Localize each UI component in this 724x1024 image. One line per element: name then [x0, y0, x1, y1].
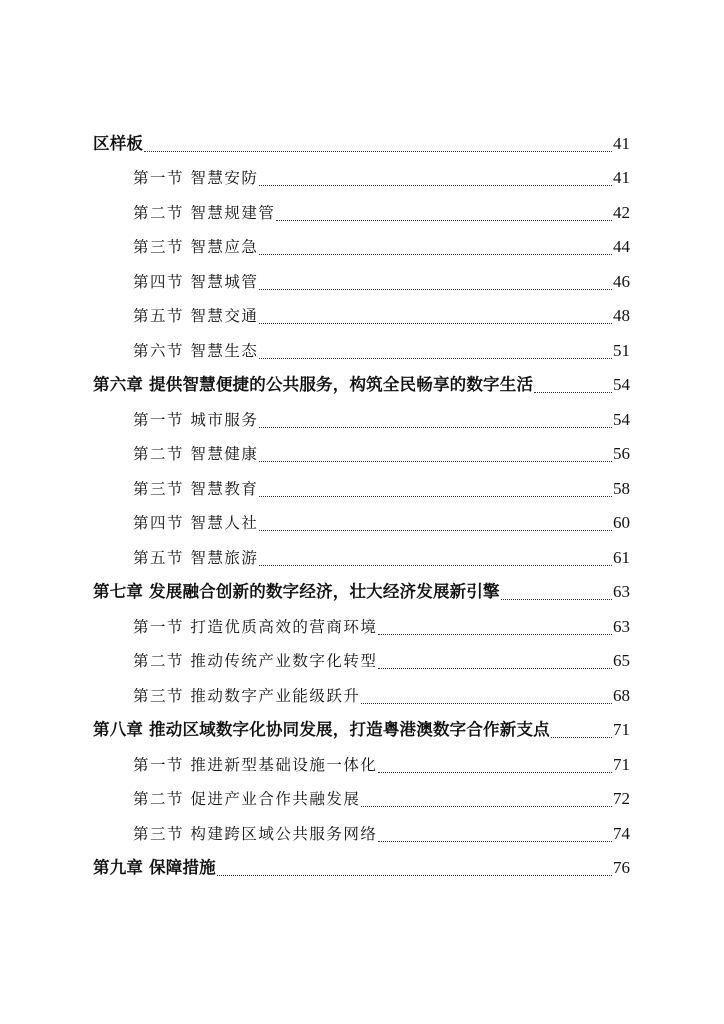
dot-leader — [501, 591, 612, 600]
toc-entry-section[interactable] — [93, 297, 630, 332]
toc-entry-section[interactable] — [93, 435, 630, 470]
dot-leader — [217, 867, 612, 876]
toc-entry-title: 第一节 打造优质高效的营商环境 — [133, 617, 378, 636]
dot-leader — [378, 660, 612, 669]
toc-entry-section[interactable] — [93, 193, 630, 228]
dot-leader — [259, 350, 612, 359]
toc-entry-title: 第一节 推进新型基础设施一体化 — [133, 755, 378, 774]
toc-entry-page: 63 — [613, 616, 630, 636]
toc-entry-page: 72 — [613, 789, 630, 808]
toc-entry-section[interactable] — [93, 676, 630, 711]
toc-entry-section[interactable] — [93, 814, 630, 849]
toc-entry-title: 第三节 智慧教育 — [133, 479, 259, 498]
toc-entry-page: 71 — [613, 754, 630, 774]
toc-entry-title: 第一节 城市服务 — [133, 410, 259, 429]
dot-leader — [259, 246, 612, 255]
dot-leader — [361, 798, 612, 807]
toc-entry-page: 76 — [613, 858, 630, 877]
toc-entry-section[interactable] — [93, 331, 630, 366]
dot-leader — [259, 315, 612, 324]
toc-entry-page: 56 — [613, 444, 630, 463]
dot-leader — [551, 729, 612, 738]
toc-entry-title: 第六章 提供智慧便捷的公共服务，构筑全民畅享的数字生活 — [93, 375, 534, 394]
dot-leader — [534, 384, 612, 393]
toc-entry-page: 65 — [613, 651, 630, 670]
toc-entry-chapter[interactable] — [93, 124, 630, 159]
dot-leader — [276, 212, 612, 221]
dot-leader — [259, 557, 612, 566]
toc-entry-title: 第七章 发展融合创新的数字经济，壮大经济发展新引擎 — [93, 582, 500, 601]
toc-entry-title: 第五节 智慧交通 — [133, 307, 259, 325]
dot-leader — [259, 419, 612, 428]
toc-entry-page: 63 — [613, 582, 630, 601]
dot-leader — [259, 453, 612, 462]
toc-entry-page: 46 — [613, 271, 630, 291]
dot-leader — [361, 695, 612, 704]
toc-entry-title: 第四节 智慧城管 — [133, 272, 259, 291]
toc-entry-section[interactable] — [93, 228, 630, 263]
toc-entry-chapter[interactable] — [93, 366, 630, 401]
toc-entry-section[interactable] — [93, 607, 630, 642]
toc-entry-section[interactable] — [93, 780, 630, 815]
toc-entry-title: 第二节 智慧规建管 — [133, 203, 276, 222]
toc-entry-page: 41 — [613, 133, 630, 153]
toc-entry-page: 54 — [613, 375, 630, 394]
toc-entry-page: 60 — [613, 513, 630, 532]
toc-entry-section[interactable] — [93, 262, 630, 297]
dot-leader — [259, 177, 612, 186]
toc-entry-title: 第六节 智慧生态 — [133, 341, 259, 360]
toc-entry-section[interactable] — [93, 504, 630, 539]
toc-entry-title: 第三节 推动数字产业能级跃升 — [133, 686, 361, 705]
toc-entry-title: 第二节 推动传统产业数字化转型 — [133, 652, 378, 670]
toc-entry-section[interactable] — [93, 745, 630, 780]
toc-entry-page: 58 — [613, 478, 630, 498]
toc-entry-chapter[interactable] — [93, 849, 630, 884]
toc-entry-title: 第八章 推动区域数字化协同发展，打造粤港澳数字合作新支点 — [93, 720, 550, 739]
toc-entry-section[interactable] — [93, 538, 630, 573]
dot-leader — [378, 833, 612, 842]
toc-entry-chapter[interactable] — [93, 711, 630, 746]
toc-entry-chapter[interactable] — [93, 573, 630, 608]
toc-entry-section[interactable] — [93, 400, 630, 435]
toc-entry-page: 71 — [613, 720, 630, 739]
toc-entry-page: 54 — [613, 409, 630, 429]
toc-entry-page: 48 — [613, 306, 630, 325]
toc-entry-title: 第四节 智慧人社 — [133, 514, 259, 532]
toc-entry-title: 第九章 保障措施 — [93, 858, 216, 877]
toc-entry-page: 44 — [613, 237, 630, 256]
toc-entry-title: 第一节 智慧安防 — [133, 169, 259, 187]
dot-leader — [144, 143, 612, 152]
toc-entry-page: 41 — [613, 168, 630, 187]
toc-entry-page: 61 — [613, 547, 630, 567]
toc-entry-page: 51 — [613, 340, 630, 360]
toc-entry-title: 区样板 — [93, 133, 144, 153]
toc-entry-title: 第三节 构建跨区域公共服务网络 — [133, 824, 378, 843]
toc-entry-title: 第二节 促进产业合作共融发展 — [133, 790, 361, 808]
toc-entry-page: 68 — [613, 685, 630, 705]
toc-entry-title: 第二节 智慧健康 — [133, 445, 259, 463]
toc-entry-section[interactable] — [93, 642, 630, 677]
dot-leader — [259, 522, 612, 531]
dot-leader — [378, 626, 612, 635]
toc-entry-section[interactable] — [93, 159, 630, 194]
toc-entry-title: 第三节 智慧应急 — [133, 238, 259, 256]
toc-entry-page: 74 — [613, 823, 630, 843]
toc-entry-page: 42 — [613, 202, 630, 222]
dot-leader — [259, 281, 612, 290]
dot-leader — [378, 764, 612, 773]
table-of-contents — [93, 124, 630, 883]
toc-entry-section[interactable] — [93, 469, 630, 504]
dot-leader — [259, 488, 612, 497]
toc-entry-title: 第五节 智慧旅游 — [133, 548, 259, 567]
